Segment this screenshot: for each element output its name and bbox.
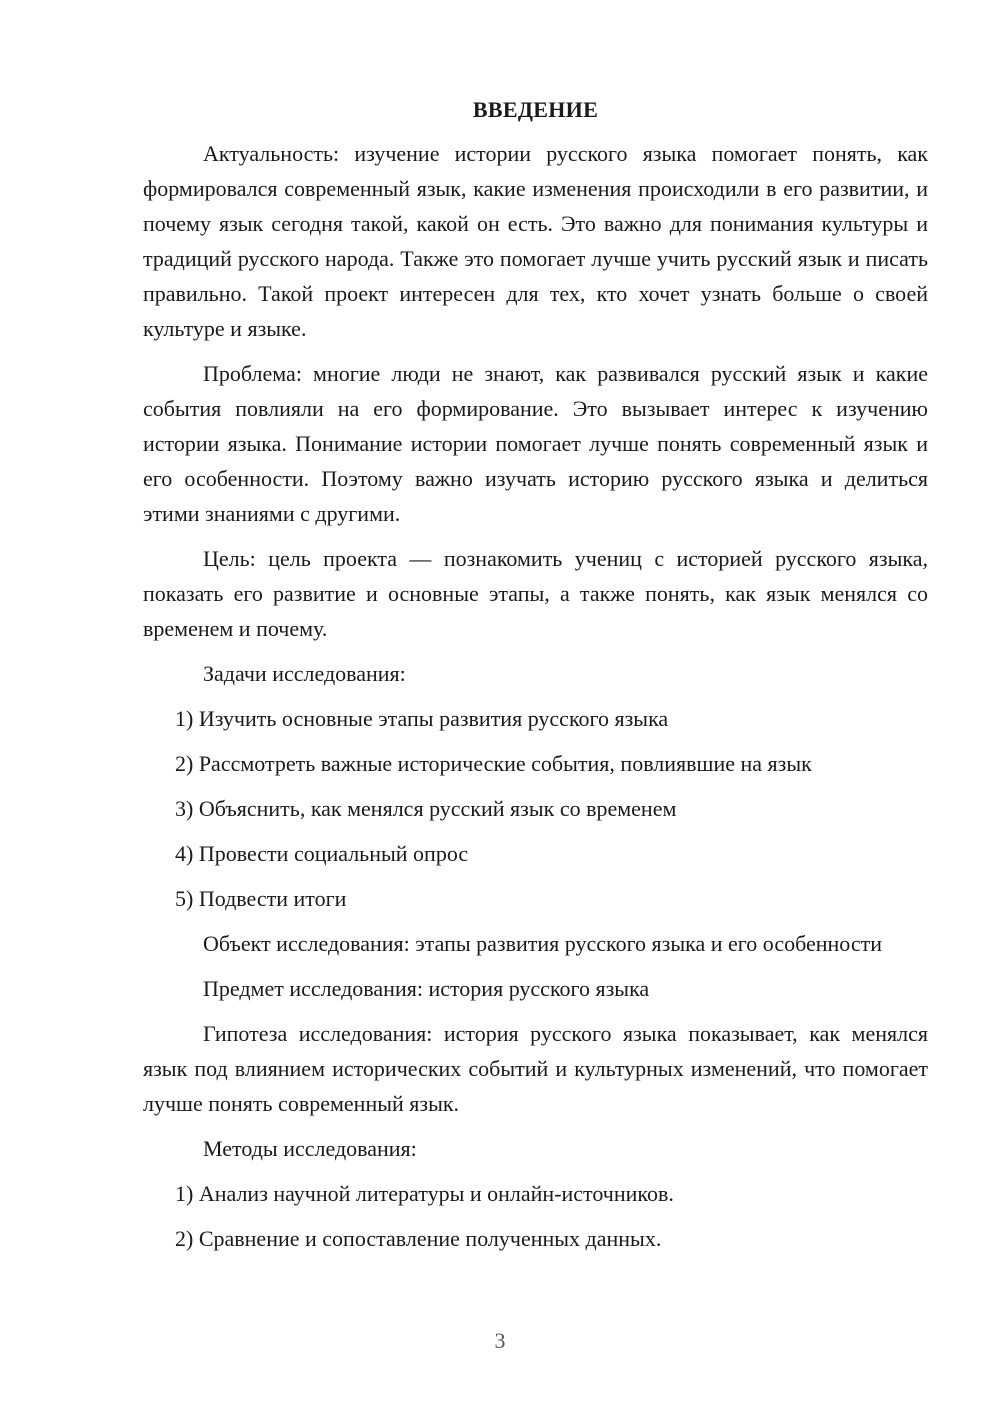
tasks-heading: Задачи исследования: bbox=[203, 661, 406, 686]
goal-paragraph: Цель: цель проекта — познакомить учениц с историей русского языка, показать его развитие и основные этапы, а также понять, как язык менялся со временем и почему. bbox=[143, 546, 928, 641]
problem-paragraph: Проблема: многие люди не знают, как развивался русский язык и какие события повлияли на его формирование. Это вызывает интерес к изучению истории языка. Понимание истории помогает лучше понять современный язык и его особенности. Поэтому важно изучать историю русского языка и делиться этими знаниями с другими. bbox=[143, 361, 928, 526]
task-item: 1) Изучить основные этапы развития русского языка bbox=[175, 706, 669, 731]
method-item: 1) Анализ научной литературы и онлайн-источников. bbox=[175, 1181, 674, 1206]
subject-paragraph: Предмет исследования: история русского языка bbox=[203, 976, 650, 1001]
methods-heading: Методы исследования: bbox=[203, 1136, 417, 1161]
document-page bbox=[143, 92, 928, 1266]
page-number: 3 bbox=[494, 1328, 506, 1353]
method-item: 2) Сравнение и сопоставление полученных данных. bbox=[175, 1226, 662, 1251]
relevance-paragraph: Актуальность: изучение истории русского языка помогает понять, как формировался современный язык, какие изменения происходили в его развитии, и почему язык сегодня такой, какой он есть. Это важно для понимания культуры и традиций русского народа. Также это помогает лучше учить русский язык и писать правильно. Такой проект интересен для тех, кто хочет узнать больше о своей культуре и языке. bbox=[143, 141, 928, 341]
page-title: ВВЕДЕНИЕ bbox=[472, 97, 599, 122]
methods-list bbox=[143, 1176, 928, 1256]
task-item: 5) Подвести итоги bbox=[175, 886, 347, 911]
hypothesis-paragraph: Гипотеза исследования: история русского языка показывает, как менялся язык под влиянием исторических событий и культурных изменений, что помогает лучше понять современный язык. bbox=[143, 1021, 928, 1116]
task-item: 4) Провести социальный опрос bbox=[175, 841, 469, 866]
tasks-list bbox=[143, 701, 928, 916]
object-paragraph: Объект исследования: этапы развития русского языка и его особенности bbox=[203, 931, 882, 956]
task-item: 2) Рассмотреть важные исторические события, повлиявшие на язык bbox=[175, 751, 812, 776]
task-item: 3) Объяснить, как менялся русский язык со временем bbox=[175, 796, 677, 821]
